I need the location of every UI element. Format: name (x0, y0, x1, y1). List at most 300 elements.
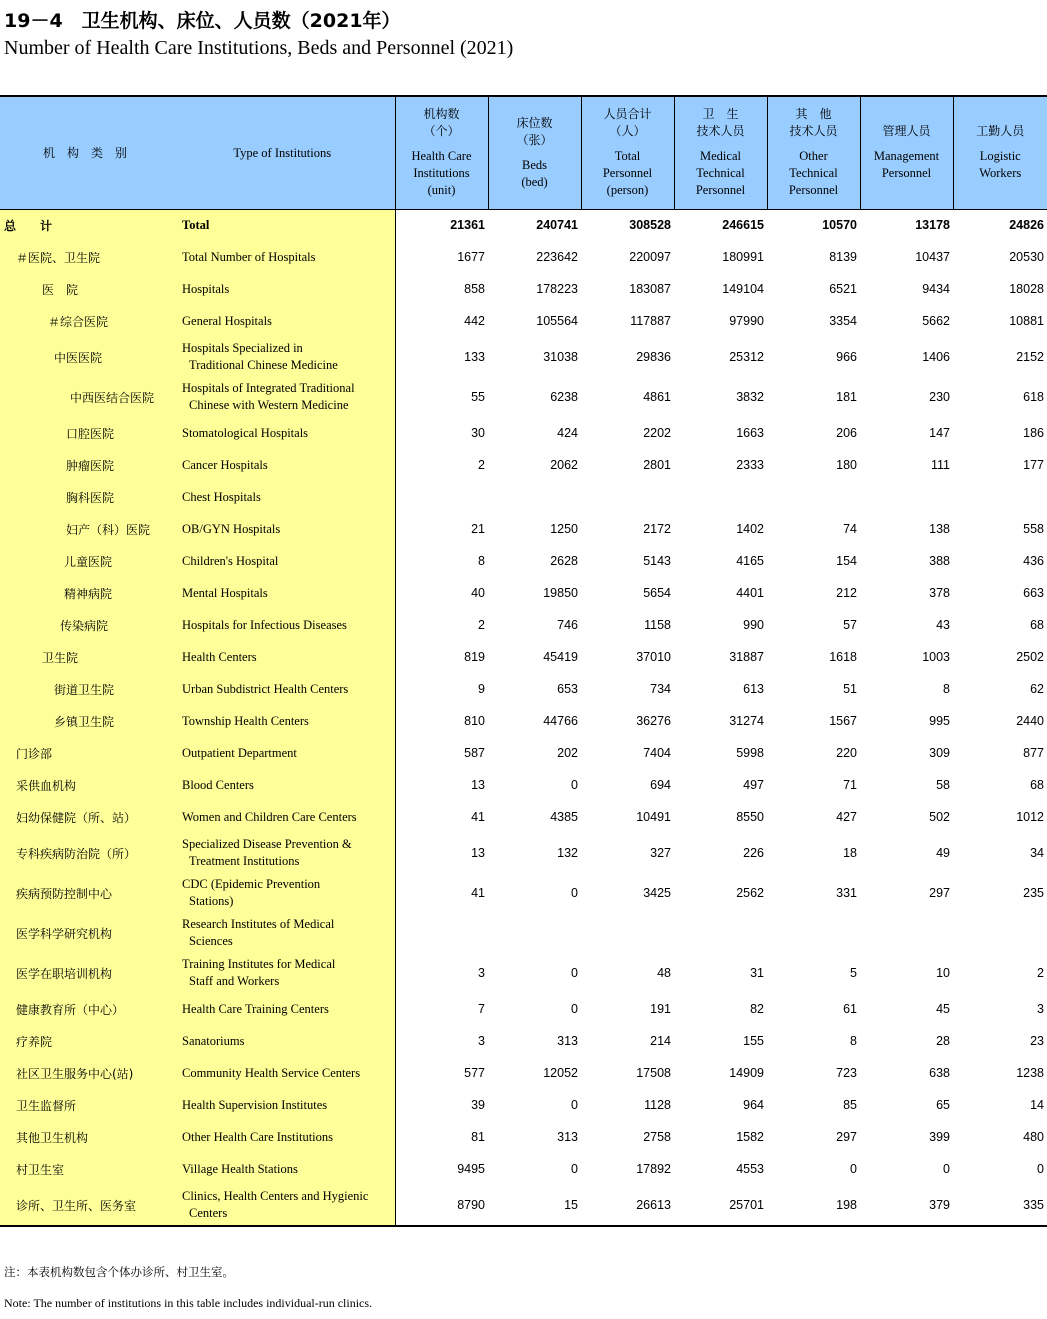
row-label-en: Hospitals for Infectious Diseases (170, 609, 395, 641)
table-cell: 331 (836, 886, 857, 900)
table-cell: 4385 (550, 810, 578, 824)
table-cell: 62 (1030, 682, 1044, 696)
table-cell: 138 (929, 522, 950, 536)
table-cell: 117887 (630, 314, 671, 328)
table-cell: 26613 (636, 1198, 671, 1212)
table-cell (488, 913, 581, 953)
column-header-cn: 工勤人员 (976, 124, 1025, 139)
table-cell: 424 (557, 426, 578, 440)
header-category-cn-label: 机 构 类 别 (42, 146, 127, 161)
table-cell: 202 (557, 746, 578, 760)
footnote-cn: 注：本表机构数包含个体办诊所、村卫生室。 (4, 1265, 234, 1279)
table-cell: 13 (471, 846, 485, 860)
table-row (0, 513, 1047, 545)
column-header-en: Health Care Institutions (unit) (411, 149, 472, 198)
table-cell: 61 (843, 1002, 857, 1016)
table-cell: 10437 (915, 250, 950, 264)
table-cell: 5143 (643, 554, 671, 568)
table-cell: 2 (478, 618, 485, 632)
table-cell: 327 (650, 846, 671, 860)
table-cell: 220097 (629, 250, 671, 264)
table-cell: 497 (743, 778, 764, 792)
table-cell: 68 (1030, 618, 1044, 632)
table-cell: 186 (1023, 426, 1044, 440)
table-cell: 85 (843, 1098, 857, 1112)
row-label-cn: 街道卫生院 (0, 673, 170, 705)
table-cell: 480 (1023, 1130, 1044, 1144)
row-label-en: General Hospitals (170, 305, 395, 337)
table-cell: 18028 (1009, 282, 1044, 296)
table-cell: 2 (1037, 966, 1044, 980)
table-cell: 132 (557, 846, 578, 860)
table-cell: 31887 (729, 650, 764, 664)
table-cell: 388 (929, 554, 950, 568)
table-cell: 21 (471, 522, 485, 536)
table-row (0, 481, 1047, 513)
column-header-cn: 床位数 （张） (516, 115, 553, 147)
table-cell: 14 (1030, 1098, 1044, 1112)
table-row (0, 641, 1047, 673)
table-cell: 17892 (636, 1162, 671, 1176)
table-cell: 155 (743, 1034, 764, 1048)
row-label-en: Training Institutes for Medical Staff and Workers (170, 953, 395, 993)
row-label-en: Health Supervision Institutes (170, 1089, 395, 1121)
table-cell: 10570 (822, 218, 857, 233)
table-cell: 220 (836, 746, 857, 760)
table-cell: 1012 (1016, 810, 1044, 824)
table-cell: 14909 (729, 1066, 764, 1080)
column-header-en: Logistic Workers (979, 149, 1022, 181)
table-cell: 5662 (922, 314, 950, 328)
table-cell: 240741 (536, 218, 578, 233)
table-cell: 1250 (550, 522, 578, 536)
table-cell: 3 (478, 1034, 485, 1048)
row-label-cn: 医 院 (0, 273, 170, 305)
table-cell (860, 913, 953, 953)
table-cell: 858 (464, 282, 485, 296)
table-cell: 2502 (1016, 650, 1044, 664)
row-label-en: Blood Centers (170, 769, 395, 801)
table-cell (767, 481, 860, 513)
row-label-en: Children's Hospital (170, 545, 395, 577)
table-cell: 694 (650, 778, 671, 792)
table-cell: 4165 (736, 554, 764, 568)
table-cell: 2440 (1016, 714, 1044, 728)
table-cell: 191 (650, 1002, 671, 1016)
row-label-en: Total (170, 209, 395, 241)
table-cell: 45 (936, 1002, 950, 1016)
table-cell: 20530 (1009, 250, 1044, 264)
row-label-cn: 疗养院 (0, 1025, 170, 1057)
table-cell: 5654 (643, 586, 671, 600)
table-row (0, 1153, 1047, 1185)
table-cell: 6238 (550, 390, 578, 404)
table-cell: 7 (478, 1002, 485, 1016)
table-cell: 40 (471, 586, 485, 600)
column-header (767, 97, 860, 209)
row-label-cn: 总 计 (0, 209, 170, 241)
table-cell: 45419 (543, 650, 578, 664)
table-cell (395, 913, 488, 953)
table-cell: 1238 (1016, 1066, 1044, 1080)
table-cell: 24826 (1009, 218, 1044, 233)
table-row (0, 609, 1047, 641)
table-row (0, 673, 1047, 705)
row-label-cn: 传染病院 (0, 609, 170, 641)
row-label-cn: ＃医院、卫生院 (0, 241, 170, 273)
table-cell: 819 (464, 650, 485, 664)
table-cell: 9495 (457, 1162, 485, 1176)
table-cell: 558 (1023, 522, 1044, 536)
table-cell: 177 (1023, 458, 1044, 472)
table-cell: 5 (850, 966, 857, 980)
table-cell: 663 (1023, 586, 1044, 600)
table-cell: 723 (836, 1066, 857, 1080)
table-cell: 308528 (629, 218, 671, 233)
table-cell: 2152 (1016, 350, 1044, 364)
row-label-en: Cancer Hospitals (170, 449, 395, 481)
table-cell: 442 (464, 314, 485, 328)
table-cell: 111 (930, 458, 950, 472)
table-cell: 734 (650, 682, 671, 696)
table-cell: 2172 (643, 522, 671, 536)
table-cell: 0 (571, 966, 578, 980)
row-label-cn: 专科疾病防治院（所） (0, 833, 170, 873)
table-cell: 378 (929, 586, 950, 600)
table-cell (581, 913, 674, 953)
column-header-en: Other Technical Personnel (788, 149, 839, 198)
table-cell: 502 (929, 810, 950, 824)
table-cell: 37010 (636, 650, 671, 664)
row-label-cn: 社区卫生服务中心(站) (0, 1057, 170, 1089)
row-label-cn: 胸科医院 (0, 481, 170, 513)
row-label-cn: 精神病院 (0, 577, 170, 609)
row-label-en: Chest Hospitals (170, 481, 395, 513)
table-cell: 154 (836, 554, 857, 568)
table-cell: 178223 (536, 282, 578, 296)
table-cell: 223642 (536, 250, 578, 264)
table-cell (860, 481, 953, 513)
table-cell (581, 481, 674, 513)
column-header-en: Beds (bed) (521, 157, 548, 189)
table-row (0, 769, 1047, 801)
table-cell: 4861 (643, 390, 671, 404)
table-cell: 41 (471, 886, 485, 900)
row-label-en: Women and Children Care Centers (170, 801, 395, 833)
row-label-en: Hospitals of Integrated Traditional Chinese with Western Medicine (170, 377, 395, 417)
table-cell: 613 (743, 682, 764, 696)
table-row (0, 337, 1047, 377)
table-cell: 25312 (729, 350, 764, 364)
table-cell: 13 (471, 778, 485, 792)
table-row (0, 273, 1047, 305)
row-label-cn: 肿瘤医院 (0, 449, 170, 481)
table-row (0, 545, 1047, 577)
column-header (395, 97, 488, 209)
table-cell: 97990 (729, 314, 764, 328)
table-cell: 8 (943, 682, 950, 696)
row-label-cn: 口腔医院 (0, 417, 170, 449)
table-cell: 15 (564, 1198, 578, 1212)
table-row (0, 1057, 1047, 1089)
table-cell: 0 (850, 1162, 857, 1176)
table-cell: 9 (478, 682, 485, 696)
table-row (0, 1089, 1047, 1121)
table-cell: 1128 (644, 1098, 671, 1112)
table-cell: 212 (836, 586, 857, 600)
table-cell: 81 (471, 1130, 485, 1144)
table-row (0, 577, 1047, 609)
table-cell: 379 (929, 1198, 950, 1212)
data-table-container (0, 95, 1047, 1227)
row-label-en: OB/GYN Hospitals (170, 513, 395, 545)
table-cell: 31038 (543, 350, 578, 364)
row-label-cn: 其他卫生机构 (0, 1121, 170, 1153)
table-cell: 226 (743, 846, 764, 860)
table-cell: 7404 (643, 746, 671, 760)
table-cell: 638 (929, 1066, 950, 1080)
table-cell: 133 (464, 350, 485, 364)
table-row (0, 1025, 1047, 1057)
table-cell: 180 (836, 458, 857, 472)
table-row (0, 801, 1047, 833)
table-row (0, 705, 1047, 737)
column-header (581, 97, 674, 209)
table-cell: 0 (571, 1002, 578, 1016)
row-label-en: Specialized Disease Prevention & Treatment Institutions (170, 833, 395, 873)
table-cell: 1618 (829, 650, 857, 664)
table-cell: 3354 (829, 314, 857, 328)
table-cell: 10 (936, 966, 950, 980)
table-cell: 427 (836, 810, 857, 824)
table-cell (953, 913, 1047, 953)
table-cell: 10881 (1009, 314, 1044, 328)
table-cell: 17508 (636, 1066, 671, 1080)
table-cell: 2801 (643, 458, 671, 472)
row-label-cn: 医学科学研究机构 (0, 913, 170, 953)
table-cell: 12052 (543, 1066, 578, 1080)
row-label-en: Mental Hospitals (170, 577, 395, 609)
table-cell: 2202 (643, 426, 671, 440)
table-row (0, 1185, 1047, 1225)
table-cell: 34 (1030, 846, 1044, 860)
table-cell: 181 (836, 390, 857, 404)
table-cell: 8 (850, 1034, 857, 1048)
table-cell: 28 (936, 1034, 950, 1048)
data-table (0, 97, 1047, 1225)
row-label-en: Urban Subdistrict Health Centers (170, 673, 395, 705)
table-cell: 44766 (543, 714, 578, 728)
row-label-cn: 村卫生室 (0, 1153, 170, 1185)
row-label-en: Total Number of Hospitals (170, 241, 395, 273)
table-cell: 246615 (722, 218, 764, 233)
table-cell: 25701 (729, 1198, 764, 1212)
row-label-en: Stomatological Hospitals (170, 417, 395, 449)
table-cell (488, 481, 581, 513)
table-cell: 313 (557, 1034, 578, 1048)
table-cell: 206 (836, 426, 857, 440)
table-cell: 180991 (722, 250, 764, 264)
row-label-cn: 妇产（科）医院 (0, 513, 170, 545)
table-cell: 4553 (736, 1162, 764, 1176)
table-cell: 5998 (736, 746, 764, 760)
row-label-cn: 采供血机构 (0, 769, 170, 801)
table-row (0, 913, 1047, 953)
row-label-cn: 乡镇卫生院 (0, 705, 170, 737)
table-cell (953, 481, 1047, 513)
table-cell: 3 (478, 966, 485, 980)
table-row (0, 953, 1047, 993)
table-cell: 3832 (736, 390, 764, 404)
column-header (488, 97, 581, 209)
table-cell: 21361 (450, 218, 485, 233)
table-row (0, 241, 1047, 273)
table-cell: 2562 (736, 886, 764, 900)
table-cell: 74 (843, 522, 857, 536)
column-header-en: Total Personnel (person) (602, 149, 653, 198)
table-cell: 964 (743, 1098, 764, 1112)
row-label-en: Clinics, Health Centers and Hygienic Centers (170, 1185, 395, 1225)
table-cell: 399 (929, 1130, 950, 1144)
row-label-cn: 儿童医院 (0, 545, 170, 577)
column-header (953, 97, 1047, 209)
row-label-en: Hospitals (170, 273, 395, 305)
row-label-cn: 中医医院 (0, 337, 170, 377)
row-label-en: Other Health Care Institutions (170, 1121, 395, 1153)
table-cell: 51 (843, 682, 857, 696)
table-cell: 71 (843, 778, 857, 792)
table-row (0, 209, 1047, 241)
row-label-en: Community Health Service Centers (170, 1057, 395, 1089)
table-cell: 1003 (922, 650, 950, 664)
table-cell: 313 (557, 1130, 578, 1144)
row-label-en: Village Health Stations (170, 1153, 395, 1185)
table-cell: 4401 (736, 586, 764, 600)
table-cell: 577 (464, 1066, 485, 1080)
table-cell: 48 (657, 966, 671, 980)
table-cell: 2333 (736, 458, 764, 472)
header-category-cn (0, 97, 170, 209)
table-cell: 0 (1037, 1162, 1044, 1176)
header-row (0, 97, 1047, 209)
column-header (674, 97, 767, 209)
row-label-cn: 中西医结合医院 (0, 377, 170, 417)
table-cell: 810 (464, 714, 485, 728)
table-cell: 436 (1023, 554, 1044, 568)
table-cell: 653 (557, 682, 578, 696)
table-cell: 1402 (736, 522, 764, 536)
row-label-cn: 诊所、卫生所、医务室 (0, 1185, 170, 1225)
footnote-en: Note: The number of institutions in this table includes individual-run clinics. (4, 1296, 373, 1310)
table-cell: 995 (929, 714, 950, 728)
table-cell: 30 (471, 426, 485, 440)
table-row (0, 993, 1047, 1025)
table-cell: 198 (836, 1198, 857, 1212)
row-label-cn: 健康教育所（中心） (0, 993, 170, 1025)
table-row (0, 737, 1047, 769)
table-cell: 3 (1037, 1002, 1044, 1016)
table-cell: 309 (929, 746, 950, 760)
table-cell: 1406 (922, 350, 950, 364)
column-header-cn: 机构数 （个） (423, 107, 460, 139)
table-cell: 31 (750, 966, 764, 980)
table-cell: 0 (943, 1162, 950, 1176)
row-label-en: Hospitals Specialized in Traditional Chinese Medicine (170, 337, 395, 377)
column-header-en: Management Personnel (873, 149, 940, 181)
table-cell: 31274 (729, 714, 764, 728)
table-cell: 147 (929, 426, 950, 440)
table-row (0, 305, 1047, 337)
table-cell: 0 (571, 1098, 578, 1112)
table-cell: 39 (471, 1098, 485, 1112)
table-cell: 1582 (736, 1130, 764, 1144)
table-cell: 214 (650, 1034, 671, 1048)
row-label-en: Outpatient Department (170, 737, 395, 769)
table-cell: 58 (936, 778, 950, 792)
table-cell: 9434 (922, 282, 950, 296)
column-header-cn: 其 他 技术人员 (789, 107, 838, 139)
table-cell: 49 (936, 846, 950, 860)
column-header-cn: 卫 生 技术人员 (696, 107, 745, 139)
table-cell: 8550 (736, 810, 764, 824)
table-cell: 297 (836, 1130, 857, 1144)
table-cell: 2062 (550, 458, 578, 472)
row-label-cn: 疾病预防控制中心 (0, 873, 170, 913)
table-cell: 57 (843, 618, 857, 632)
table-cell: 8 (478, 554, 485, 568)
table-cell: 235 (1023, 886, 1044, 900)
table-cell (674, 481, 767, 513)
table-cell: 8790 (457, 1198, 485, 1212)
row-label-cn: 医学在职培训机构 (0, 953, 170, 993)
column-header-cn: 人员合计 （人） (603, 107, 652, 139)
table-row (0, 377, 1047, 417)
row-label-cn: 卫生监督所 (0, 1089, 170, 1121)
table-row (0, 873, 1047, 913)
table-cell: 13178 (915, 218, 950, 233)
table-cell: 55 (471, 390, 485, 404)
table-cell: 2 (478, 458, 485, 472)
table-cell: 19850 (543, 586, 578, 600)
table-cell: 0 (571, 1162, 578, 1176)
table-cell: 1663 (736, 426, 764, 440)
table-cell (767, 913, 860, 953)
table-cell: 230 (929, 390, 950, 404)
table-title-cn: 19－4 卫生机构、床位、人员数（2021年） (4, 10, 401, 32)
table-row (0, 833, 1047, 873)
table-row (0, 449, 1047, 481)
table-cell: 1567 (829, 714, 857, 728)
table-cell: 966 (836, 350, 857, 364)
table-cell: 2628 (550, 554, 578, 568)
row-label-cn: 卫生院 (0, 641, 170, 673)
row-label-cn: 妇幼保健院（所、站） (0, 801, 170, 833)
table-cell: 990 (743, 618, 764, 632)
table-row (0, 1121, 1047, 1153)
table-cell: 1677 (457, 250, 485, 264)
table-cell: 335 (1023, 1198, 1044, 1212)
table-cell: 8139 (829, 250, 857, 264)
row-label-en: Research Institutes of Medical Sciences (170, 913, 395, 953)
row-label-en: Township Health Centers (170, 705, 395, 737)
row-label-en: Health Centers (170, 641, 395, 673)
table-cell: 18 (843, 846, 857, 860)
table-cell: 10491 (636, 810, 671, 824)
column-header-cn: 管理人员 (882, 124, 931, 139)
column-header-en: Medical Technical Personnel (695, 149, 746, 198)
row-label-en: Sanatoriums (170, 1025, 395, 1057)
table-cell: 23 (1030, 1034, 1044, 1048)
